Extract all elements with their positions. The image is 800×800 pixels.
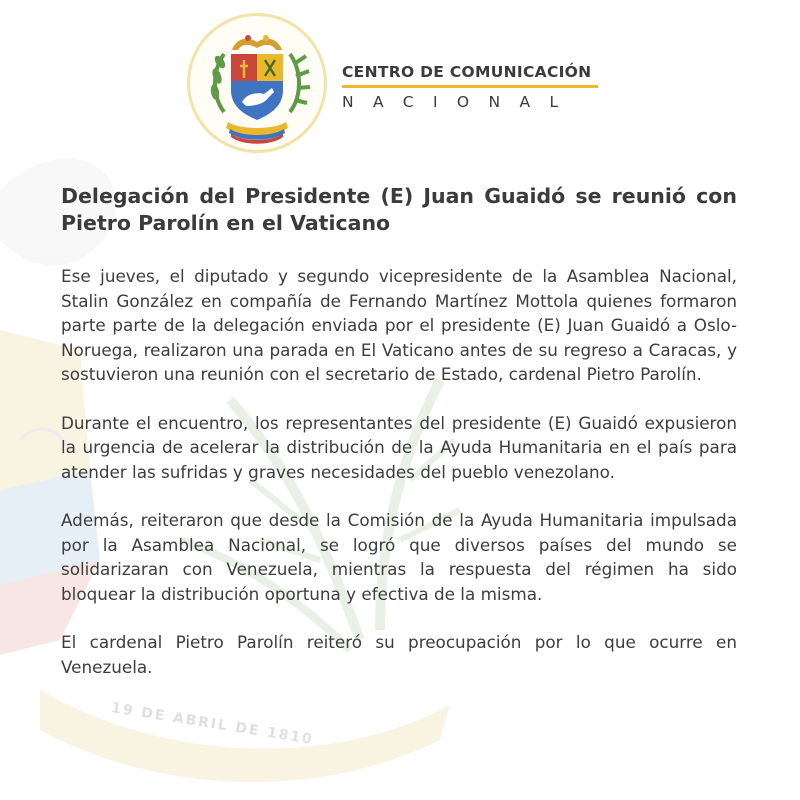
divider: [342, 85, 598, 88]
article-paragraph: Durante el encuentro, los representantes del presidente (E) Guaidó expusieron la urgencia de acelerar la distribución de la Ayuda Humanitaria en el país para atender las sufridas y graves necesidades del pueblo venezolano.: [61, 412, 737, 482]
coat-of-arms-icon: [190, 16, 324, 150]
organization-name-block: [342, 63, 600, 111]
seal: [187, 13, 327, 153]
article-title: Delegación del Presidente (E) Juan Guaidó se reunió con Pietro Parolín en el Vaticano: [61, 184, 737, 235]
article-paragraph: Además, reiteraron que desde la Comisión de la Ayuda Humanitaria impulsada por la Asamblea Nacional, se logró que diversos países del mundo se solidarizaran con Venezuela, mientras la respuesta del régimen ha sido bloquear la distribución oportuna y efectiva de la misma.: [61, 510, 737, 604]
article: [61, 183, 737, 679]
organization-name: CENTRO DE COMUNICACIÓN: [342, 63, 592, 81]
watermark-ribbon: 19 DE ABRIL DE 1810: [110, 700, 315, 748]
article-paragraph: El cardenal Pietro Parolín reiteró su preocupación por lo que ocurre en Venezuela.: [61, 632, 737, 677]
organization-subtitle: NACIONAL: [342, 93, 578, 111]
article-paragraph: Ese jueves, el diputado y segundo vicepresidente de la Asamblea Nacional, Stalin González en compañía de Fernando Martínez Mottola quienes formaron parte parte de la delegación enviada por el presidente (E) Juan Guaidó a Oslo-Noruega, realizaron una parada en El Vaticano antes de su regreso a Caracas, y sostuvieron una reunión con el secretario de Estado, cardenal Pietro Parolín.: [61, 266, 737, 384]
header: [187, 13, 617, 158]
